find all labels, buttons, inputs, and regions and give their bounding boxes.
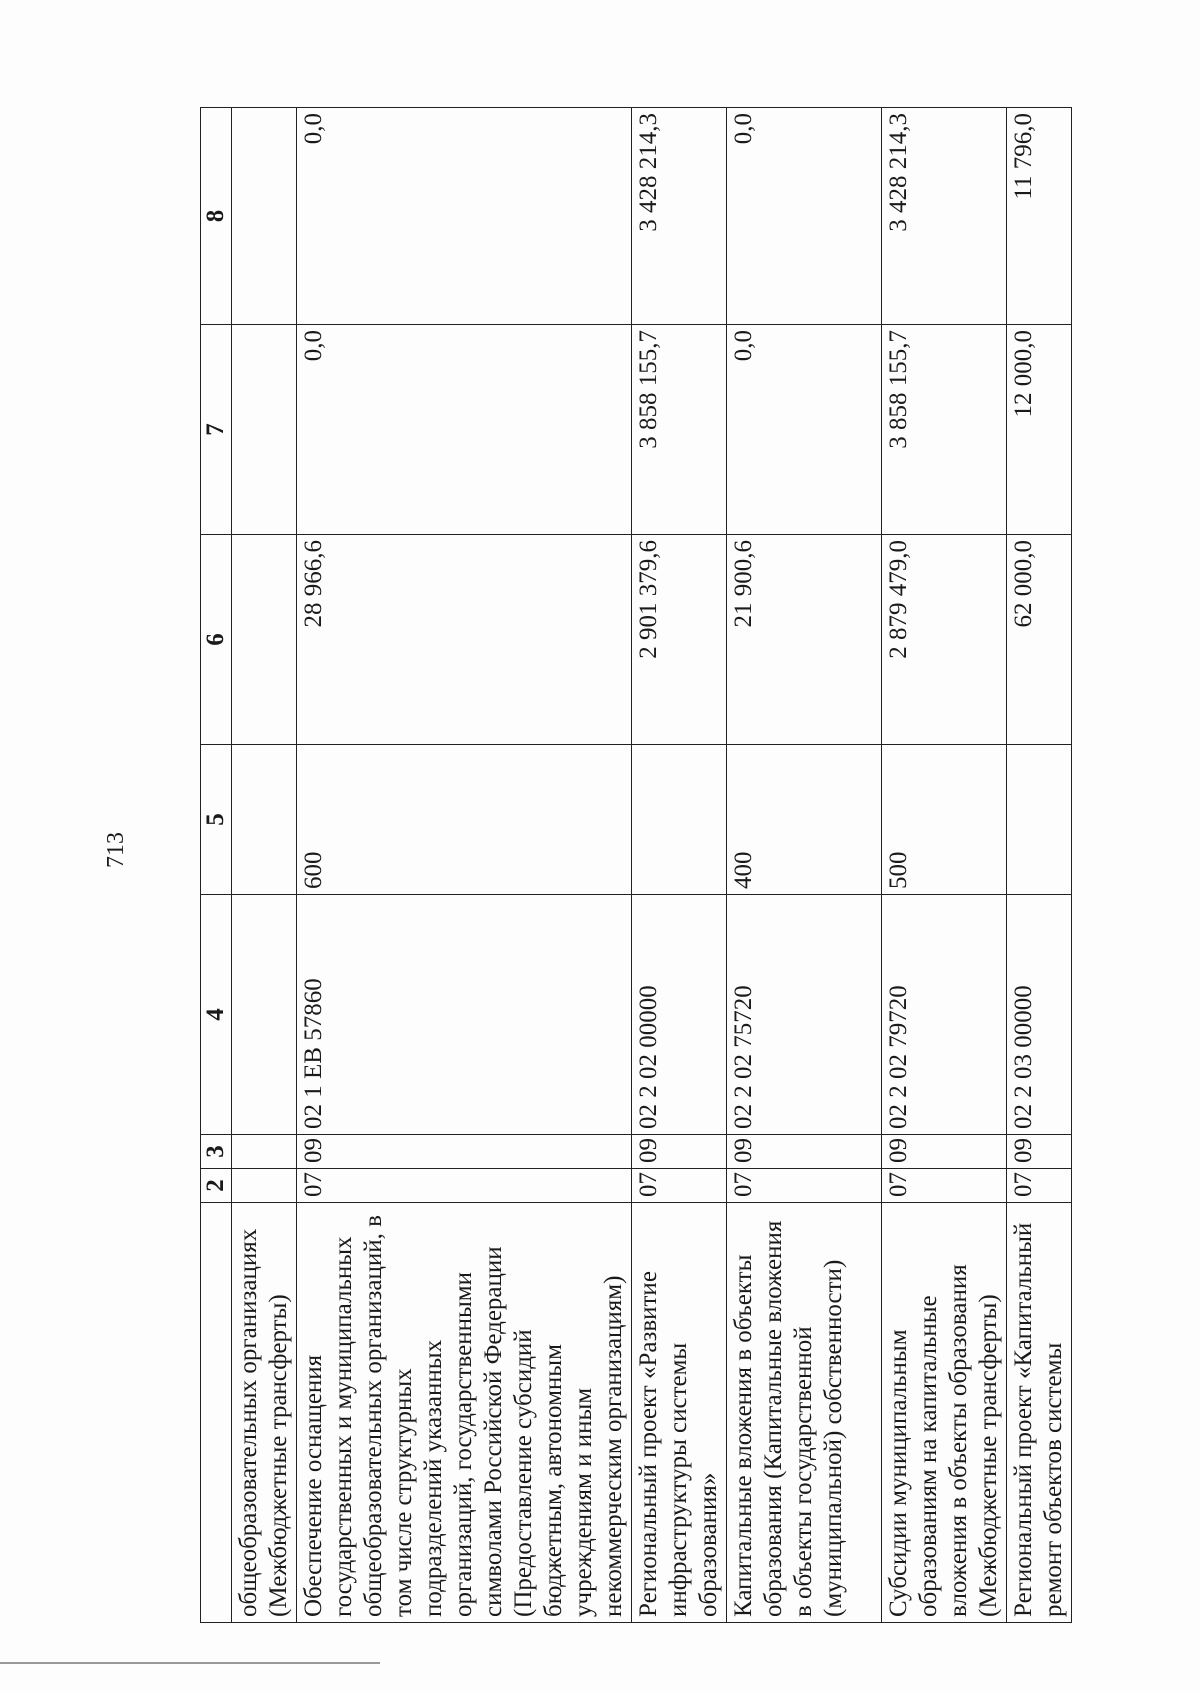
- row-name: Региональный проект «Развитие инфраструктуры системы образования»: [632, 1203, 727, 1623]
- header-cell-5: 5: [201, 745, 232, 895]
- row-value-7: 12 000,0: [1007, 325, 1072, 535]
- row-value-6: 62 000,0: [1007, 535, 1072, 745]
- header-cell-7: 7: [201, 325, 232, 535]
- row-section: 07: [1007, 1169, 1072, 1203]
- row-target-code: 02 2 02 75720: [727, 895, 882, 1135]
- budget-table: [200, 107, 1072, 1623]
- row-value-7: 3 858 155,7: [882, 325, 1007, 535]
- row-value-6: 2 879 479,0: [882, 535, 1007, 745]
- row-target-code: 02 1 ЕВ 57860: [297, 895, 632, 1135]
- table-row: [632, 108, 727, 1623]
- row-value-8: 11 796,0: [1007, 108, 1072, 325]
- row-target-code: 02 2 03 00000: [1007, 895, 1072, 1135]
- rotated-table: [200, 108, 1067, 1623]
- row-value-7: 3 858 155,7: [632, 325, 727, 535]
- table-row: [727, 108, 882, 1623]
- header-cell-6: 6: [201, 535, 232, 745]
- row-name: общеобразовательных организациях (Межбюджетные трансферты): [232, 1203, 297, 1623]
- table-container: [200, 108, 1067, 1623]
- row-value-6: 28 966,6: [297, 535, 632, 745]
- header-row: [201, 108, 232, 1623]
- row-expense-type: [232, 745, 297, 895]
- row-value-8: 0,0: [297, 108, 632, 325]
- row-subsection: 09: [882, 1135, 1007, 1169]
- row-expense-type: [1007, 745, 1072, 895]
- row-target-code: 02 2 02 00000: [632, 895, 727, 1135]
- row-value-7: 0,0: [297, 325, 632, 535]
- row-name: Субсидии муниципальным образованиям на капитальные вложения в объекты образования (Межбюджетные трансферты): [882, 1203, 1007, 1623]
- row-name: Региональный проект «Капитальный ремонт объектов системы: [1007, 1203, 1072, 1623]
- row-expense-type: 500: [882, 745, 1007, 895]
- row-subsection: 09: [727, 1135, 882, 1169]
- row-subsection: 09: [1007, 1135, 1072, 1169]
- table-row: [882, 108, 1007, 1623]
- row-value-8: 3 428 214,3: [882, 108, 1007, 325]
- row-target-code: 02 2 02 79720: [882, 895, 1007, 1135]
- header-cell-name: [201, 1203, 232, 1623]
- row-value-8: [232, 108, 297, 325]
- row-value-6: 2 901 379,6: [632, 535, 727, 745]
- row-target-code: [232, 895, 297, 1135]
- row-name: Капитальные вложения в объекты образования (Капитальные вложения в объекты государственной (муниципальной) собственности): [727, 1203, 882, 1623]
- page-number: 713: [103, 832, 129, 868]
- row-expense-type: 600: [297, 745, 632, 895]
- header-cell-3: 3: [201, 1135, 232, 1169]
- row-name: Обеспечение оснащения государственных и муниципальных общеобразовательных организаций, в том числе структурных подразделений указанных организаций, государственными символами Российской Федерации (Предоставление субсидий бюджетным, автономным учреждениям и иным некоммерческим организациям): [297, 1203, 632, 1623]
- row-section: 07: [727, 1169, 882, 1203]
- row-section: 07: [882, 1169, 1007, 1203]
- row-section: 07: [297, 1169, 632, 1203]
- row-value-6: 21 900,6: [727, 535, 882, 745]
- table-row: [232, 108, 297, 1623]
- row-subsection: [232, 1135, 297, 1169]
- row-expense-type: 400: [727, 745, 882, 895]
- header-cell-2: 2: [201, 1169, 232, 1203]
- row-section: 07: [632, 1169, 727, 1203]
- scan-edge-line: [0, 1662, 380, 1664]
- row-value-8: 0,0: [727, 108, 882, 325]
- row-value-7: [232, 325, 297, 535]
- row-section: [232, 1169, 297, 1203]
- row-expense-type: [632, 745, 727, 895]
- row-value-8: 3 428 214,3: [632, 108, 727, 325]
- header-cell-4: 4: [201, 895, 232, 1135]
- table-row: [297, 108, 632, 1623]
- row-subsection: 09: [632, 1135, 727, 1169]
- row-subsection: 09: [297, 1135, 632, 1169]
- row-value-6: [232, 535, 297, 745]
- row-value-7: 0,0: [727, 325, 882, 535]
- header-cell-8: 8: [201, 108, 232, 325]
- table-row: [1007, 108, 1072, 1623]
